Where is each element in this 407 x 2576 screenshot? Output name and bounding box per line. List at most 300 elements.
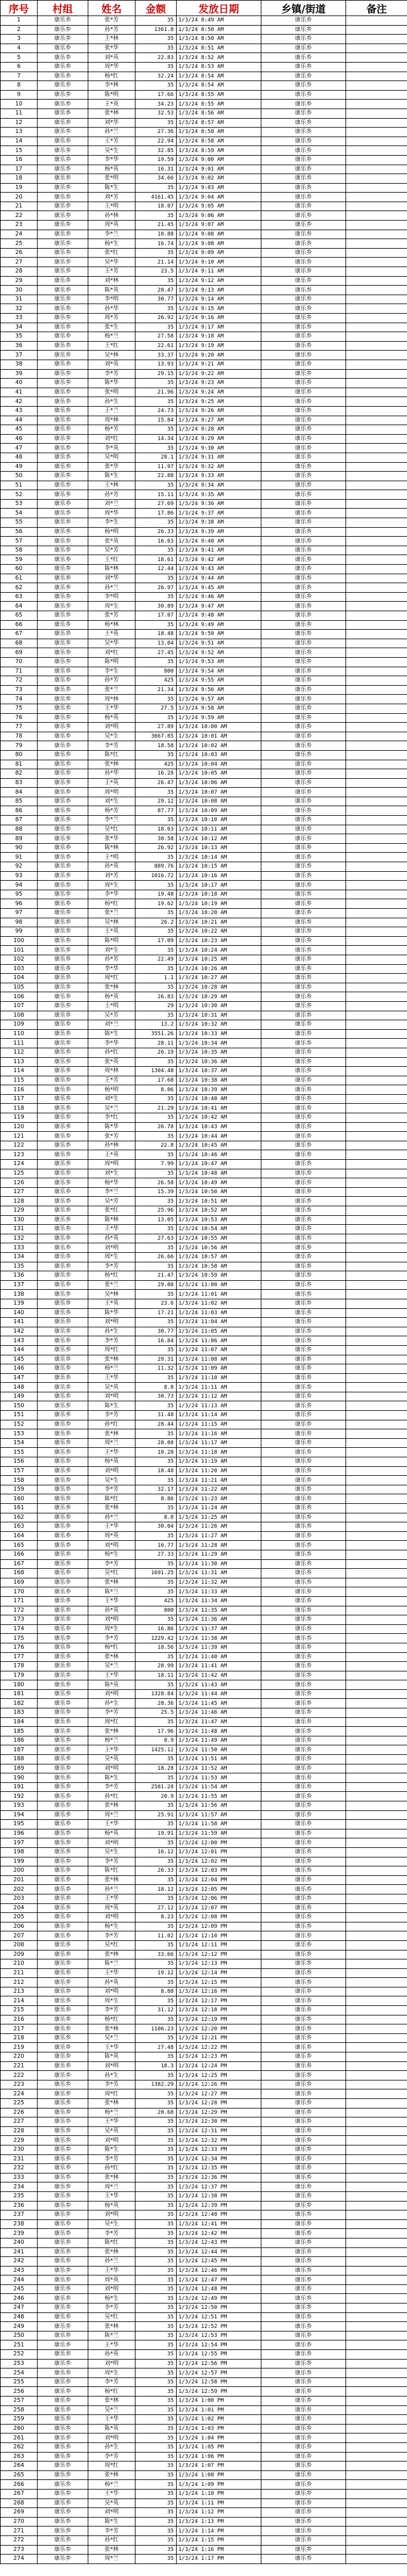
cell-township: 康乐乡	[261, 2462, 346, 2471]
cell-name: 孙*英	[88, 862, 135, 872]
cell-remark	[346, 1020, 407, 1030]
cell-village: 康乐乡	[38, 2424, 88, 2433]
cell-date: 1/3/24 10:45 AM	[177, 1141, 261, 1150]
cell-village: 康乐乡	[38, 1727, 88, 1736]
cell-township: 康乐乡	[261, 1764, 346, 1773]
cell-no: 80	[1, 750, 38, 760]
cell-village: 康乐乡	[38, 1150, 88, 1160]
table-row	[1, 1829, 407, 1838]
cell-date: 1/3/24 1:06 PM	[177, 2452, 261, 2462]
cell-village: 康乐乡	[38, 2201, 88, 2210]
table-row	[1, 1048, 407, 1057]
cell-date: 1/3/24 8:56 AM	[177, 109, 261, 118]
cell-amount: 1.1	[135, 974, 177, 983]
cell-name: 王*英	[88, 1299, 135, 1308]
cell-no: 274	[1, 2555, 38, 2564]
cell-no: 140	[1, 1308, 38, 1318]
cell-amount: 35	[135, 1132, 177, 1141]
table-row	[1, 518, 407, 528]
cell-remark	[346, 843, 407, 853]
cell-village: 康乐乡	[38, 1113, 88, 1123]
header-date: 发放日期	[177, 1, 261, 16]
cell-name: 孙*芳	[88, 25, 135, 35]
cell-remark	[346, 2517, 407, 2527]
cell-name: 孙*英	[88, 1978, 135, 1987]
cell-village: 康乐乡	[38, 25, 88, 35]
cell-no: 138	[1, 1290, 38, 1299]
table-row	[1, 351, 407, 360]
cell-no: 33	[1, 314, 38, 323]
cell-amount: 35	[135, 211, 177, 221]
cell-date: 1/3/24 10:21 AM	[177, 918, 261, 927]
cell-remark	[346, 2145, 407, 2154]
cell-village: 康乐乡	[38, 2480, 88, 2490]
cell-village: 康乐乡	[38, 1959, 88, 1969]
cell-name: 李*芳	[88, 1634, 135, 1643]
cell-name: 张*林	[88, 2024, 135, 2034]
table-row	[1, 2415, 407, 2425]
cell-no: 233	[1, 2173, 38, 2182]
cell-no: 2	[1, 25, 38, 35]
cell-remark	[346, 2424, 407, 2433]
cell-date: 1/3/24 9:05 AM	[177, 202, 261, 211]
cell-date: 1/3/24 12:27 PM	[177, 2089, 261, 2099]
cell-village: 康乐乡	[38, 1782, 88, 1792]
table-row	[1, 1234, 407, 1243]
cell-date: 1/3/24 10:09 AM	[177, 806, 261, 816]
cell-township: 康乐乡	[261, 1820, 346, 1829]
cell-township: 康乐乡	[261, 1104, 346, 1113]
table-row	[1, 128, 407, 137]
cell-name: 刘*明	[88, 2284, 135, 2294]
cell-remark	[346, 434, 407, 444]
cell-amount: 8.86	[135, 1494, 177, 1504]
cell-amount: 3551.26	[135, 1029, 177, 1039]
cell-remark	[346, 481, 407, 490]
cell-date: 1/3/24 12:11 PM	[177, 1940, 261, 1950]
cell-date: 1/3/24 10:54 AM	[177, 1225, 261, 1234]
cell-village: 康乐乡	[38, 2527, 88, 2536]
cell-village: 康乐乡	[38, 2350, 88, 2360]
table-row	[1, 1001, 407, 1011]
cell-no: 121	[1, 1132, 38, 1141]
cell-remark	[346, 44, 407, 53]
cell-name: 吴*明	[88, 453, 135, 462]
cell-village: 康乐乡	[38, 193, 88, 202]
cell-date: 1/3/24 12:42 PM	[177, 2229, 261, 2238]
cell-no: 87	[1, 816, 38, 825]
cell-no: 63	[1, 592, 38, 602]
cell-township: 康乐乡	[261, 1838, 346, 1848]
cell-date: 1/3/24 9:21 AM	[177, 360, 261, 369]
cell-township: 康乐乡	[261, 1708, 346, 1718]
table-row	[1, 267, 407, 277]
table-row	[1, 1875, 407, 1885]
table-row	[1, 165, 407, 174]
cell-date: 1/3/24 9:02 AM	[177, 174, 261, 184]
cell-date: 1/3/24 11:51 AM	[177, 1755, 261, 1764]
cell-name: 孙*兰	[88, 1513, 135, 1522]
cell-date: 1/3/24 10:25 AM	[177, 955, 261, 964]
cell-remark	[346, 1039, 407, 1048]
table-row	[1, 360, 407, 369]
cell-village: 康乐乡	[38, 16, 88, 26]
cell-township: 康乐乡	[261, 1373, 346, 1383]
cell-remark	[346, 1234, 407, 1243]
cell-date: 1/3/24 10:37 AM	[177, 1067, 261, 1076]
table-row	[1, 834, 407, 844]
cell-village: 康乐乡	[38, 44, 88, 53]
table-row	[1, 2164, 407, 2174]
table-row	[1, 1680, 407, 1690]
cell-date: 1/3/24 12:03 PM	[177, 1866, 261, 1876]
cell-no: 41	[1, 388, 38, 397]
cell-remark	[346, 2201, 407, 2210]
cell-remark	[346, 1587, 407, 1597]
table-row	[1, 1578, 407, 1587]
cell-name: 陈*生	[88, 1401, 135, 1411]
table-row	[1, 425, 407, 435]
cell-no: 224	[1, 2089, 38, 2099]
table-row	[1, 462, 407, 472]
cell-date: 1/3/24 10:23 AM	[177, 936, 261, 946]
cell-no: 166	[1, 1550, 38, 1559]
cell-date: 1/3/24 12:36 PM	[177, 2173, 261, 2182]
cell-village: 康乐乡	[38, 165, 88, 174]
cell-township: 康乐乡	[261, 2033, 346, 2043]
cell-township: 康乐乡	[261, 62, 346, 72]
table-row	[1, 2303, 407, 2313]
cell-township: 康乐乡	[261, 639, 346, 648]
cell-date: 1/3/24 12:10 PM	[177, 1931, 261, 1941]
cell-name: 周*生	[88, 1624, 135, 1634]
cell-no: 189	[1, 1764, 38, 1773]
cell-no: 168	[1, 1569, 38, 1578]
cell-township: 康乐乡	[261, 1197, 346, 1206]
cell-amount: 35	[135, 1978, 177, 1987]
cell-remark	[346, 992, 407, 1002]
cell-no: 79	[1, 741, 38, 751]
cell-amount: 35	[135, 1922, 177, 1931]
cell-name: 王*明	[88, 853, 135, 862]
cell-amount: 35	[135, 1262, 177, 1271]
cell-township: 康乐乡	[261, 1392, 346, 1401]
cell-date: 1/3/24 11:56 AM	[177, 1801, 261, 1811]
cell-name: 张*兰	[88, 685, 135, 695]
cell-township: 康乐乡	[261, 983, 346, 992]
cell-village: 康乐乡	[38, 295, 88, 304]
cell-township: 康乐乡	[261, 2024, 346, 2034]
cell-township: 康乐乡	[261, 369, 346, 379]
cell-village: 康乐乡	[38, 2303, 88, 2313]
cell-township: 康乐乡	[261, 862, 346, 872]
cell-remark	[346, 155, 407, 165]
cell-date: 1/3/24 9:07 AM	[177, 221, 261, 230]
cell-village: 康乐乡	[38, 1318, 88, 1327]
table-row	[1, 1810, 407, 1820]
cell-name: 杨*林	[88, 620, 135, 630]
cell-date: 1/3/24 9:17 AM	[177, 323, 261, 332]
cell-name: 陈*生	[88, 1029, 135, 1039]
cell-village: 康乐乡	[38, 2517, 88, 2527]
cell-village: 康乐乡	[38, 1913, 88, 1922]
cell-remark	[346, 1308, 407, 1318]
cell-name: 李*芳	[88, 1857, 135, 1866]
cell-name: 王*华	[88, 2043, 135, 2052]
cell-name: 孙*红	[88, 1792, 135, 1801]
table-row	[1, 2015, 407, 2024]
cell-amount: 25.96	[135, 1206, 177, 1216]
cell-date: 1/3/24 9:19 AM	[177, 341, 261, 351]
cell-remark	[346, 657, 407, 667]
table-row	[1, 2452, 407, 2462]
cell-village: 康乐乡	[38, 611, 88, 621]
table-row	[1, 1624, 407, 1634]
cell-township: 康乐乡	[261, 1801, 346, 1811]
table-row	[1, 648, 407, 658]
cell-no: 117	[1, 1094, 38, 1104]
cell-date: 1/3/24 9:00 AM	[177, 155, 261, 165]
cell-remark	[346, 146, 407, 156]
cell-village: 康乐乡	[38, 2433, 88, 2443]
cell-amount: 8.23	[135, 1913, 177, 1922]
cell-amount: 35	[135, 2312, 177, 2322]
cell-remark	[346, 1206, 407, 1216]
cell-date: 1/3/24 11:55 AM	[177, 1792, 261, 1801]
table-row	[1, 2424, 407, 2433]
cell-remark	[346, 90, 407, 100]
cell-name: 吴*红	[88, 825, 135, 834]
cell-date: 1/3/24 9:04 AM	[177, 193, 261, 202]
cell-amount: 35	[135, 323, 177, 332]
cell-township: 康乐乡	[261, 1968, 346, 1978]
cell-remark	[346, 1559, 407, 1569]
table-row	[1, 388, 407, 397]
cell-amount: 26.92	[135, 843, 177, 853]
cell-name: 刘*明	[88, 1243, 135, 1253]
cell-name: 杨*英	[88, 2201, 135, 2210]
cell-amount: 1361.8	[135, 25, 177, 35]
cell-remark	[346, 1857, 407, 1866]
cell-date: 1/3/24 1:17 PM	[177, 2555, 261, 2564]
cell-date: 1/3/24 10:08 AM	[177, 797, 261, 806]
cell-remark	[346, 834, 407, 844]
cell-name: 刘*明	[88, 2359, 135, 2368]
cell-no: 143	[1, 1336, 38, 1346]
table-row	[1, 499, 407, 509]
cell-name: 周*红	[88, 1717, 135, 1727]
table-row	[1, 1187, 407, 1197]
cell-remark	[346, 81, 407, 91]
cell-no: 211	[1, 1968, 38, 1978]
cell-no: 267	[1, 2489, 38, 2498]
cell-no: 68	[1, 639, 38, 648]
cell-remark	[346, 1782, 407, 1792]
cell-amount: 20.9	[135, 1792, 177, 1801]
cell-amount: 28.08	[135, 1438, 177, 1448]
cell-village: 康乐乡	[38, 518, 88, 528]
cell-date: 1/3/24 9:48 AM	[177, 611, 261, 621]
cell-amount: 35	[135, 946, 177, 955]
cell-no: 54	[1, 509, 38, 518]
cell-amount: 35	[135, 1504, 177, 1513]
cell-amount: 35	[135, 2201, 177, 2210]
cell-remark	[346, 862, 407, 872]
cell-name: 张*林	[88, 1504, 135, 1513]
cell-name: 吴*芳	[88, 1011, 135, 1020]
cell-date: 1/3/24 11:03 AM	[177, 1308, 261, 1318]
cell-village: 康乐乡	[38, 434, 88, 444]
table-row	[1, 602, 407, 611]
cell-amount: 35	[135, 1345, 177, 1355]
cell-township: 康乐乡	[261, 1485, 346, 1494]
cell-date: 1/3/24 12:12 PM	[177, 1950, 261, 1959]
cell-remark	[346, 974, 407, 983]
table-row	[1, 2061, 407, 2071]
cell-township: 康乐乡	[261, 2489, 346, 2498]
cell-date: 1/3/24 12:29 PM	[177, 2108, 261, 2117]
cell-no: 39	[1, 369, 38, 379]
table-row	[1, 2089, 407, 2099]
cell-remark	[346, 2405, 407, 2415]
cell-amount: 35	[135, 713, 177, 723]
cell-amount: 35	[135, 248, 177, 258]
cell-no: 227	[1, 2117, 38, 2127]
cell-date: 1/3/24 1:09 PM	[177, 2480, 261, 2490]
cell-name: 李*芳	[88, 741, 135, 751]
cell-amount: 18.48	[135, 630, 177, 639]
cell-township: 康乐乡	[261, 1318, 346, 1327]
cell-date: 1/3/24 10:18 AM	[177, 890, 261, 899]
cell-no: 44	[1, 416, 38, 425]
cell-name: 杨*英	[88, 1457, 135, 1467]
cell-remark	[346, 2080, 407, 2089]
table-row	[1, 2257, 407, 2267]
table-row	[1, 2377, 407, 2387]
cell-township: 康乐乡	[261, 620, 346, 630]
cell-no: 157	[1, 1466, 38, 1476]
cell-amount: 7.99	[135, 1160, 177, 1169]
cell-date: 1/3/24 10:10 AM	[177, 816, 261, 825]
cell-village: 康乐乡	[38, 1736, 88, 1745]
table-row	[1, 1559, 407, 1569]
cell-remark	[346, 2415, 407, 2425]
table-row	[1, 2340, 407, 2350]
cell-date: 1/3/24 9:14 AM	[177, 295, 261, 304]
table-row	[1, 2275, 407, 2285]
table-row	[1, 1271, 407, 1281]
cell-no: 182	[1, 1699, 38, 1708]
cell-no: 78	[1, 732, 38, 741]
cell-no: 4	[1, 44, 38, 53]
cell-no: 13	[1, 128, 38, 137]
cell-no: 123	[1, 1150, 38, 1160]
cell-date: 1/3/24 11:52 AM	[177, 1764, 261, 1773]
cell-no: 257	[1, 2397, 38, 2406]
cell-township: 康乐乡	[261, 741, 346, 751]
cell-no: 159	[1, 1485, 38, 1494]
cell-no: 214	[1, 1996, 38, 2006]
cell-name: 吴*芳	[88, 546, 135, 555]
cell-remark	[346, 1466, 407, 1476]
cell-township: 康乐乡	[261, 100, 346, 109]
cell-name: 陈*兰	[88, 1959, 135, 1969]
cell-name: 吴*红	[88, 1940, 135, 1950]
cell-township: 康乐乡	[261, 2145, 346, 2154]
cell-name: 李*兰	[88, 1187, 135, 1197]
table-row	[1, 2555, 407, 2564]
table-row	[1, 1113, 407, 1123]
table-row	[1, 369, 407, 379]
cell-township: 康乐乡	[261, 2126, 346, 2136]
cell-amount: 35	[135, 35, 177, 44]
cell-township: 康乐乡	[261, 927, 346, 937]
table-row	[1, 81, 407, 91]
cell-remark	[346, 1773, 407, 1783]
cell-no: 204	[1, 1903, 38, 1913]
table-row	[1, 1569, 407, 1578]
table-row	[1, 1522, 407, 1532]
cell-remark	[346, 1550, 407, 1559]
cell-no: 1	[1, 16, 38, 26]
cell-no: 10	[1, 100, 38, 109]
table-row	[1, 1197, 407, 1206]
table-row	[1, 2247, 407, 2257]
table-row	[1, 537, 407, 546]
cell-remark	[346, 1624, 407, 1634]
cell-date: 1/3/24 12:50 PM	[177, 2303, 261, 2313]
table-row	[1, 211, 407, 221]
cell-township: 康乐乡	[261, 1160, 346, 1169]
cell-name: 杨*兰	[88, 1364, 135, 1374]
cell-village: 康乐乡	[38, 816, 88, 825]
table-row	[1, 2545, 407, 2555]
cell-name: 刘*明	[88, 1392, 135, 1401]
cell-amount: 10.28	[135, 1448, 177, 1457]
cell-remark	[346, 1085, 407, 1095]
cell-amount: 32.85	[135, 146, 177, 156]
cell-remark	[346, 286, 407, 295]
cell-village: 康乐乡	[38, 1085, 88, 1095]
table-row	[1, 1587, 407, 1597]
cell-date: 1/3/24 12:24 PM	[177, 2061, 261, 2071]
cell-amount: 35	[135, 2452, 177, 2462]
table-row	[1, 1847, 407, 1857]
cell-no: 8	[1, 81, 38, 91]
cell-remark	[346, 397, 407, 407]
cell-township: 康乐乡	[261, 2331, 346, 2340]
cell-township: 康乐乡	[261, 1680, 346, 1690]
table-row	[1, 258, 407, 267]
cell-village: 康乐乡	[38, 90, 88, 100]
cell-village: 康乐乡	[38, 2099, 88, 2109]
cell-township: 康乐乡	[261, 2368, 346, 2378]
cell-remark	[346, 1160, 407, 1169]
cell-no: 26	[1, 248, 38, 258]
cell-amount: 35	[135, 425, 177, 435]
cell-date: 1/3/24 12:46 PM	[177, 2266, 261, 2275]
cell-amount: 29.15	[135, 369, 177, 379]
cell-village: 康乐乡	[38, 695, 88, 704]
cell-amount: 26.92	[135, 314, 177, 323]
cell-name: 王*华	[88, 704, 135, 713]
cell-no: 177	[1, 1652, 38, 1662]
table-row	[1, 1606, 407, 1615]
cell-remark	[346, 750, 407, 760]
cell-village: 康乐乡	[38, 620, 88, 630]
table-row	[1, 53, 407, 63]
cell-date: 1/3/24 9:36 AM	[177, 499, 261, 509]
